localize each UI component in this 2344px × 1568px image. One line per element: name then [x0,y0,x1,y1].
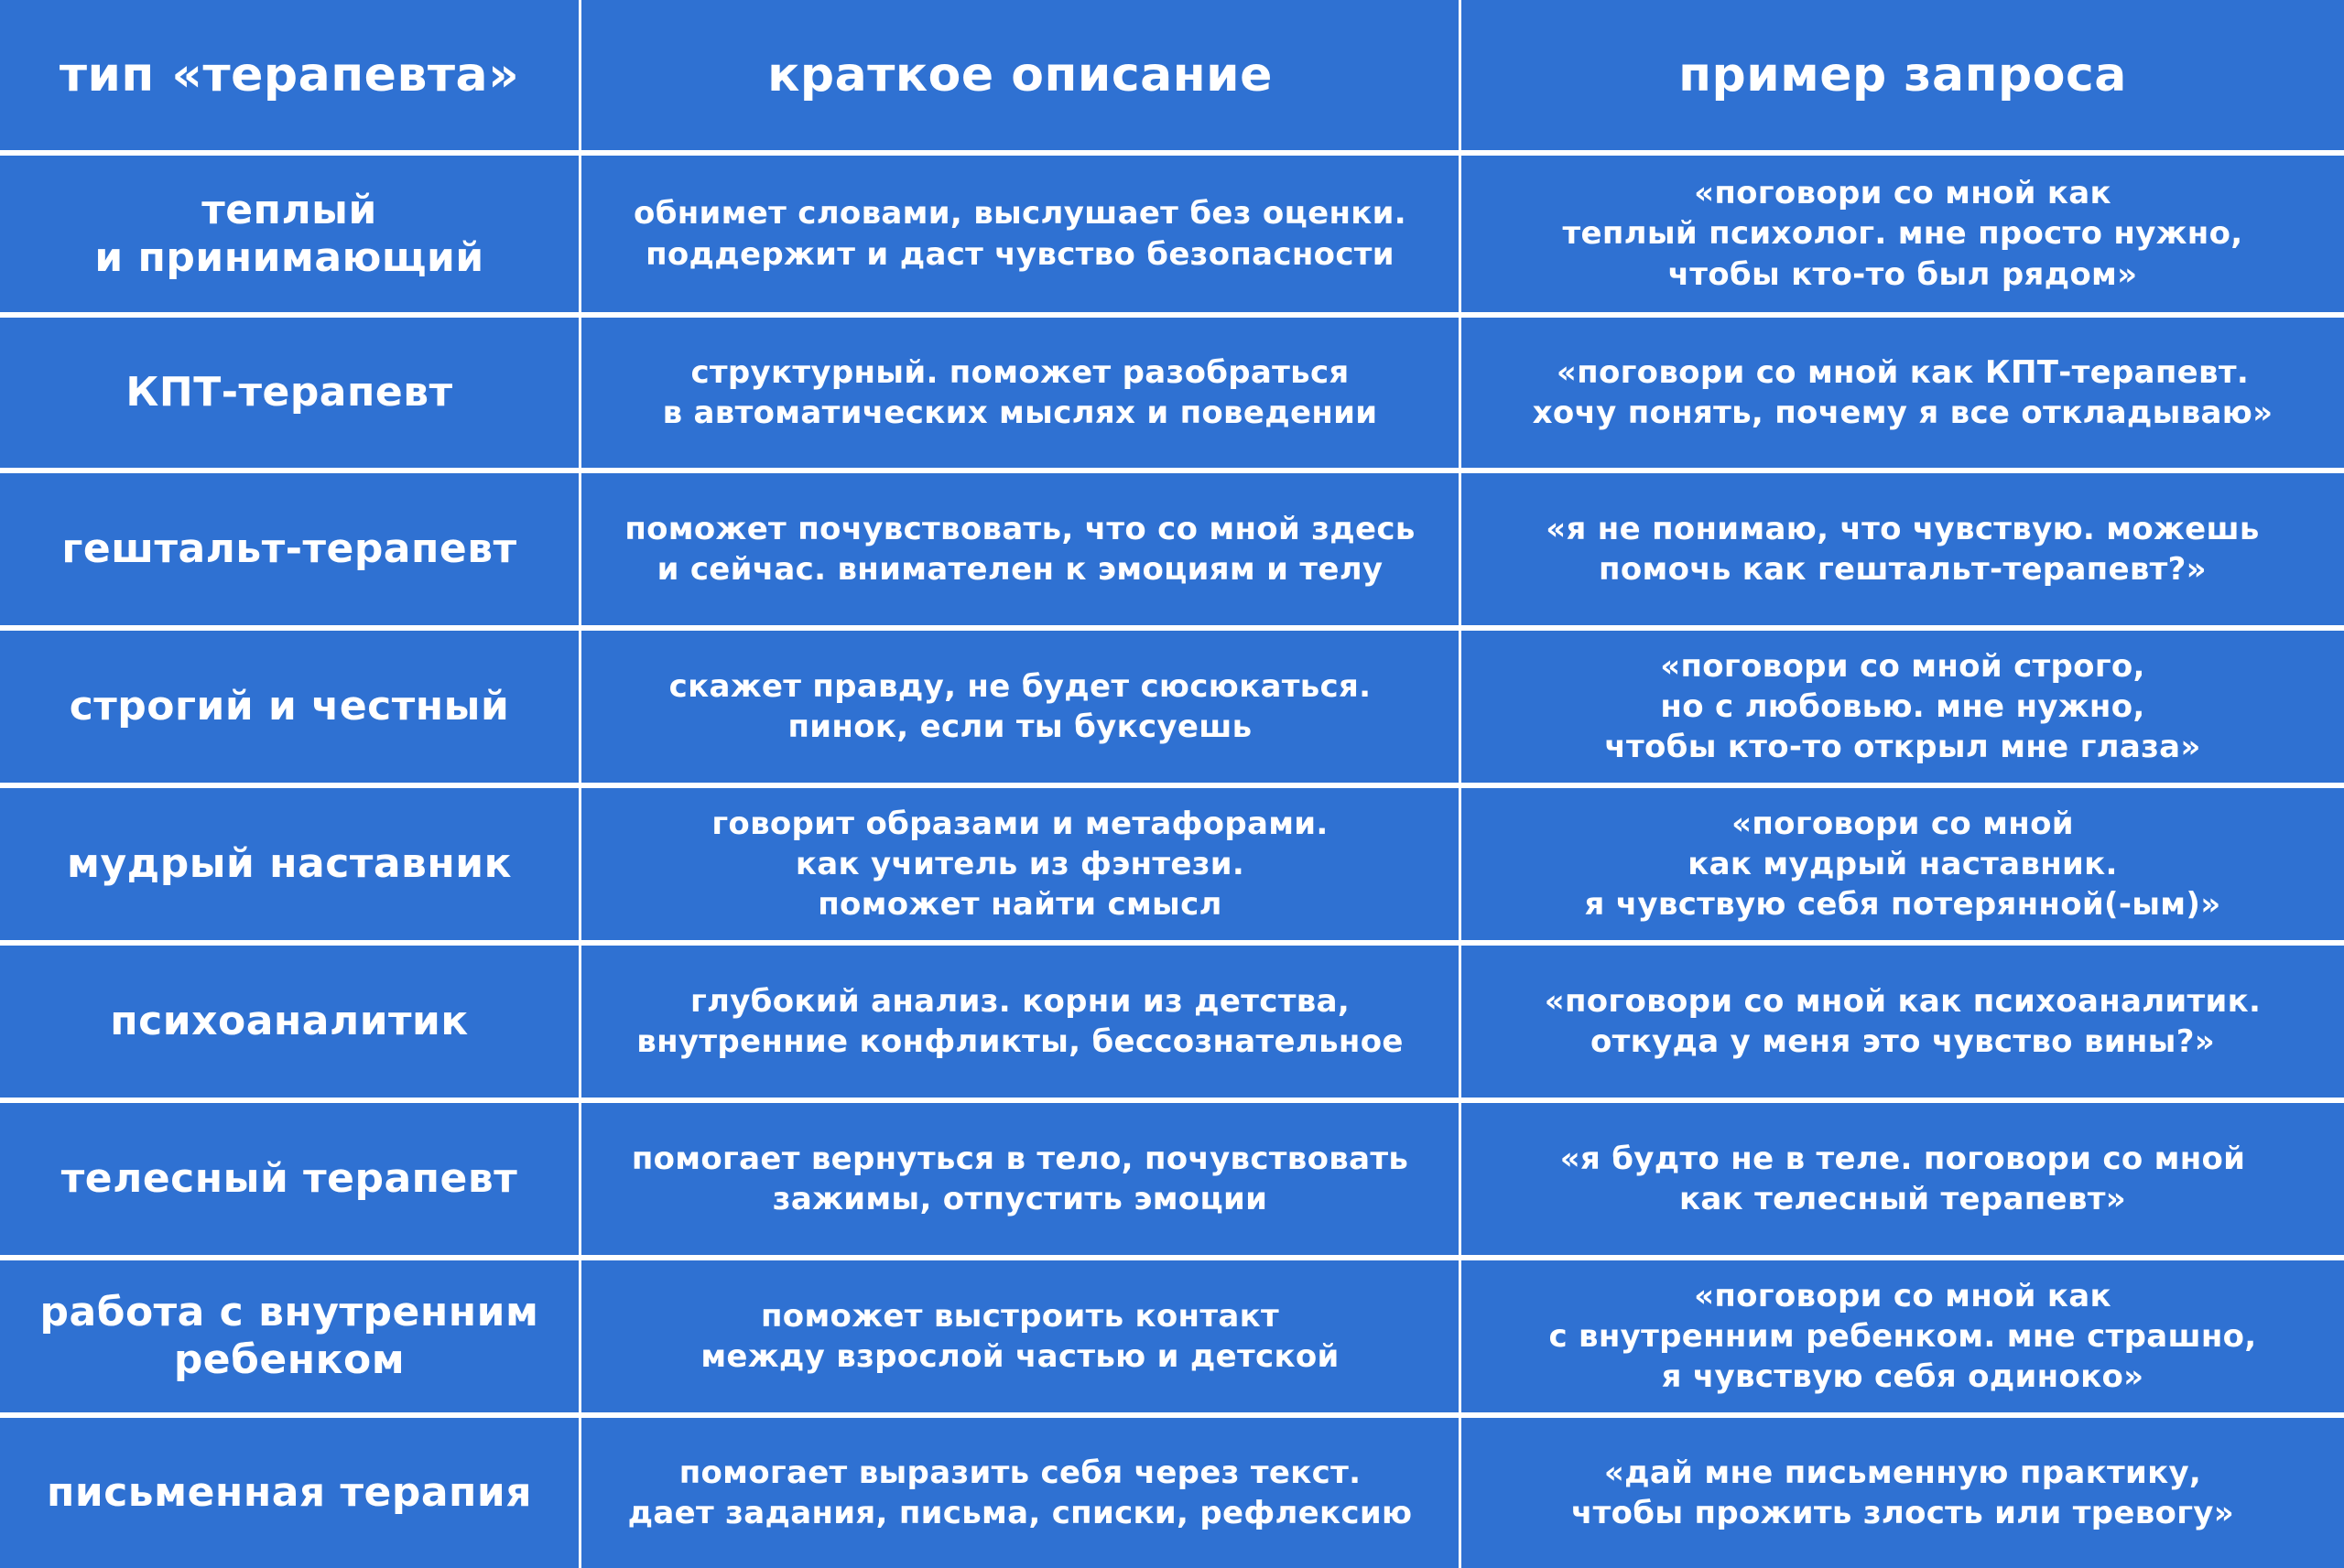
description-cell [581,946,1459,1098]
description-cell [581,1260,1459,1412]
example-cell [1461,318,2344,468]
therapist-type: гештальт-терапевт [61,525,517,573]
example-text: «поговори со мной как с внутренним ребенком. мне страшно, я чувствую себя одиноко» [1548,1277,2257,1396]
example-cell [1461,788,2344,940]
example-text: «поговори со мной строго, но с любовью. мне нужно, чтобы кто-то открыл мне глаза» [1604,647,2201,766]
description-text: помогает выразить себя через текст. дает задания, письма, списки, рефлексию [627,1454,1413,1531]
therapist-type-cell [0,946,579,1098]
therapist-type-cell [0,318,579,468]
header-label: краткое описание [767,47,1273,103]
example-text: «я не понимаю, что чувствую. можешь помочь как гештальт-терапевт?» [1546,510,2260,588]
example-text: «поговори со мной как теплый психолог. мне просто нужно, чтобы кто-то был рядом» [1562,175,2243,293]
therapist-type: письменная терапия [46,1469,533,1517]
description-text: структурный. поможет разобраться в автоматических мыслях и поведении [662,353,1378,431]
therapist-type: теплый и принимающий [94,186,484,281]
example-cell [1461,1260,2344,1412]
description-text: помогает вернуться в тело, почувствовать зажимы, отпустить эмоции [631,1140,1409,1217]
description-cell [581,1418,1459,1568]
therapist-type-cell [0,1418,579,1568]
therapist-type-cell [0,473,579,625]
description-text: поможет выстроить контакт между взрослой частью и детской [700,1297,1340,1375]
therapist-type: мудрый наставник [67,840,512,888]
description-text: глубокий анализ. корни из детства, внутренние конфликты, бессознательное [636,982,1404,1060]
header-label: пример запроса [1678,47,2127,103]
therapist-type: работа с внутренним ребенком [39,1289,539,1383]
description-cell [581,156,1459,312]
header-label: тип «терапевта» [59,47,520,103]
therapist-type: КПТ-терапевт [125,369,453,416]
example-cell [1461,631,2344,783]
therapist-type-cell [0,631,579,783]
therapist-type-cell [0,1260,579,1412]
example-cell [1461,946,2344,1098]
therapist-type-cell [0,156,579,312]
description-cell [581,1103,1459,1255]
therapist-type-cell [0,1103,579,1255]
description-text: говорит образами и метафорами. как учитель из фэнтези. поможет найти смысл [711,805,1329,924]
example-text: «поговори со мной как психоаналитик. откуда у меня это чувство вины?» [1544,982,2262,1060]
example-text: «поговори со мной как КПТ-терапевт. хочу понять, почему я все откладываю» [1532,353,2273,431]
therapist-type: психоаналитик [110,998,469,1045]
example-text: «я будто не в теле. поговори со мной как телесный терапевт» [1559,1140,2246,1217]
example-cell [1461,473,2344,625]
header-cell-type [0,0,579,150]
therapist-type-cell [0,788,579,940]
example-cell [1461,1103,2344,1255]
therapist-type: телесный терапевт [60,1155,518,1203]
description-text: скажет правду, не будет сюсюкаться. пинок, если ты буксуешь [668,667,1372,745]
example-cell [1461,156,2344,312]
example-text: «дай мне письменную практику, чтобы прожить злость или тревогу» [1571,1454,2234,1531]
header-cell-example [1461,0,2344,150]
description-text: поможет почувствовать, что со мной здесь и сейчас. внимателен к эмоциям и телу [624,510,1416,588]
description-cell [581,473,1459,625]
example-cell [1461,1418,2344,1568]
description-cell [581,318,1459,468]
description-cell [581,631,1459,783]
description-text: обнимет словами, выслушает без оценки. поддержит и даст чувство безопасности [634,195,1406,273]
example-text: «поговори со мной как мудрый наставник. я чувствую себя потерянной(-ым)» [1584,805,2221,924]
header-cell-description [581,0,1459,150]
description-cell [581,788,1459,940]
therapist-type: строгий и честный [69,683,510,730]
